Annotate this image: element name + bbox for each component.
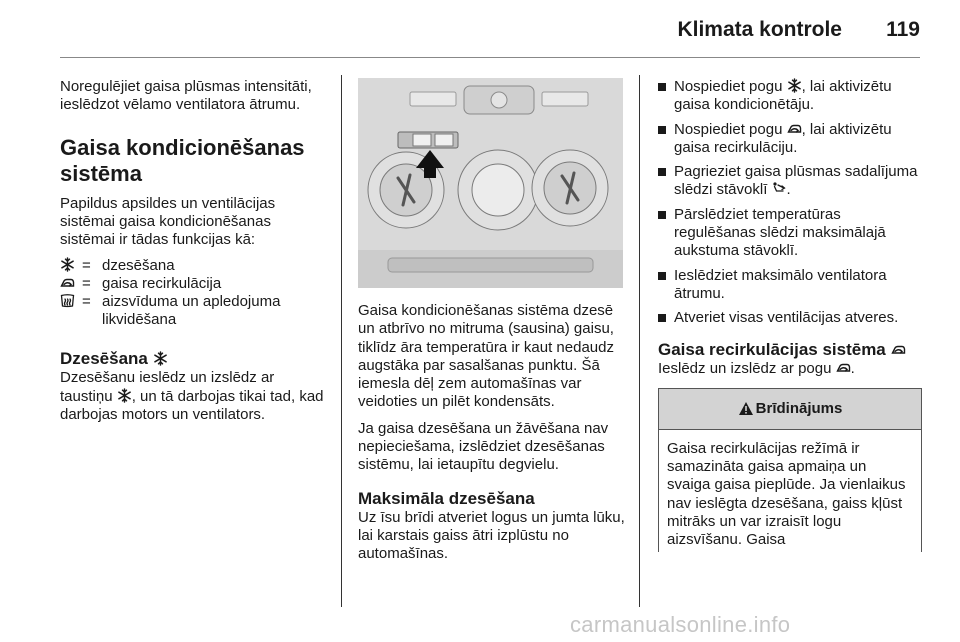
max-cooling-heading: Maksimāla dzesēšana xyxy=(358,488,535,508)
watermark: carmanualsonline.info xyxy=(570,612,791,637)
cooling-paragraph: Dzesēšanu ieslēdz un izslēdz ar taustiņu , un tā darbojas tikai tad, kad darbojas motors un ventilators. xyxy=(60,369,324,424)
list-item: Pārslēdziet temperatūras regulēšanas slēdzi maksimālajā aukstuma stāvoklī. xyxy=(658,206,920,261)
list-item: Nospiediet pogu , lai aktivizētu gaisa kondicionētāju. xyxy=(658,78,920,115)
list-item: Pagrieziet gaisa plūsmas sadalījuma slēdzi stāvoklī . xyxy=(658,163,920,200)
equals-sign: = xyxy=(82,257,91,275)
cooling-heading: Dzesēšana xyxy=(60,349,330,369)
symbol-description: aizsvīduma un apledojuma likvidēšana xyxy=(102,293,281,329)
column-divider-1 xyxy=(341,75,342,607)
recirculation-icon xyxy=(836,360,851,375)
function-symbol-list xyxy=(60,257,330,329)
max-cooling-steps xyxy=(658,78,920,328)
page-number: 119 xyxy=(886,18,920,41)
recirculation-icon xyxy=(60,275,75,290)
snowflake-icon xyxy=(117,388,132,403)
symbol-row xyxy=(60,275,330,293)
fuel-saving-paragraph: Ja gaisa dzesēšana un žāvēšana nav nepieciešama, izslēdziet dzesēšanas sistēmu, lai ietaupītu degvielu. xyxy=(358,419,609,474)
symbol-row xyxy=(60,293,330,329)
column-divider-2 xyxy=(639,75,640,607)
max-cooling-paragraph: Uz īsu brīdi atveriet logus un jumta lūku, lai karstais gaiss ātri izplūstu no automašīnas. xyxy=(358,508,625,563)
recirculation-heading: Gaisa recirkulācijas sistēma xyxy=(658,340,920,360)
warning-body xyxy=(659,430,921,552)
climate-panel-illustration xyxy=(358,78,623,288)
section-heading-ac: Gaisa kondicionēšanas sistēma xyxy=(60,134,305,186)
equals-sign: = xyxy=(82,275,91,293)
list-item: Atveriet visas ventilācijas atveres. xyxy=(658,309,920,327)
column-left xyxy=(60,78,330,424)
snowflake-icon xyxy=(153,351,168,366)
ac-paragraph: Papildus apsildes un ventilācijas sistēmai gaisa kondicionēšanas sistēmai ir tādas funkcijas kā: xyxy=(60,194,276,249)
warning-title: Brīdinājums xyxy=(755,400,843,418)
ac-caption-paragraph: Gaisa kondicionēšanas sistēma dzesē un atbrīvo no mitruma (sausina) gaisu, tiklīdz āra temperatūra ir kaut nedaudz augstāka par sasalšanas punktu. Šā iemesla dēļ zem automašīnas var veidoties un pilēt kondensāts. xyxy=(358,302,614,411)
header-divider xyxy=(60,57,920,58)
warning-triangle-icon xyxy=(738,401,754,416)
warning-header xyxy=(659,389,921,430)
defrost-icon xyxy=(60,293,75,308)
list-item: Nospiediet pogu , lai aktivizētu gaisa recirkulāciju. xyxy=(658,121,920,158)
page-section-title: Klimata kontrole xyxy=(677,18,842,41)
face-vent-icon xyxy=(772,181,787,196)
symbol-description: dzesēšana xyxy=(102,257,175,275)
warning-box xyxy=(658,388,922,552)
symbol-description: gaisa recirkulācija xyxy=(102,275,222,293)
snowflake-icon xyxy=(60,257,75,272)
recirculation-paragraph: Ieslēdz un izslēdz ar pogu . xyxy=(658,359,855,377)
recirculation-icon xyxy=(891,342,906,357)
intro-paragraph: Noregulējiet gaisa plūsmas intensitāti, ieslēdzot vēlamo ventilatora ātrumu. xyxy=(60,78,312,114)
warning-text: Gaisa recirkulācijas režīmā ir samazināta gaisa apmaiņa un svaiga gaisa pieplūde. Ja vienlaikus nav ieslēgta dzesēšana, gaiss kļūst mitrāks un var izraisīt logu aizsvīšanu. Gaisa xyxy=(667,439,906,549)
column-right xyxy=(658,78,920,552)
snowflake-icon xyxy=(787,78,802,93)
page-header xyxy=(0,0,960,60)
column-middle xyxy=(358,78,628,564)
list-item: Ieslēdziet maksimālo ventilatora ātrumu. xyxy=(658,267,920,304)
symbol-row xyxy=(60,257,330,275)
recirculation-icon xyxy=(787,121,802,136)
equals-sign: = xyxy=(82,293,91,311)
